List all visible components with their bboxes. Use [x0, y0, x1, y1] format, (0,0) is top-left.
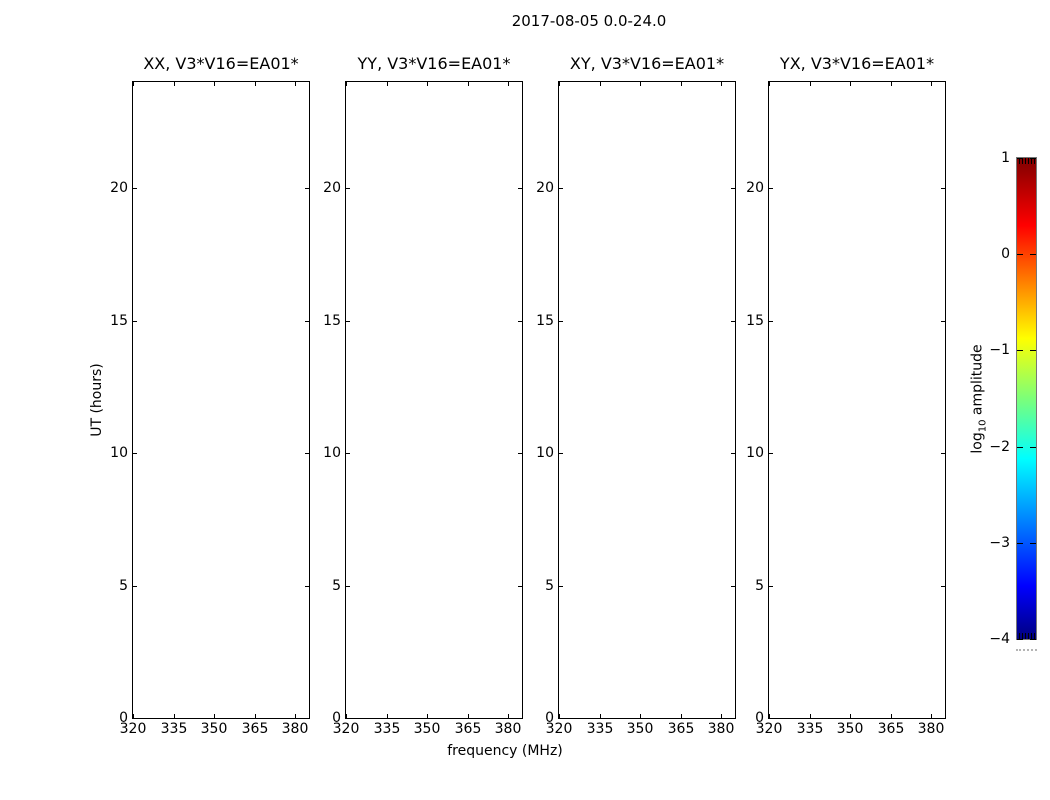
colorbar-hatch-mark: [1022, 158, 1023, 164]
y-tick-label: 10: [323, 445, 341, 461]
y-tick-label: 15: [110, 313, 128, 329]
x-tick-mark: [931, 82, 932, 86]
y-tick-label: 10: [746, 445, 764, 461]
y-tick-mark: [941, 586, 945, 587]
x-tick-mark: [427, 82, 428, 86]
x-tick-mark: [640, 82, 641, 86]
colorbar-tick-mark: [1017, 350, 1023, 351]
y-tick-label: 20: [536, 180, 554, 196]
x-tick-mark: [850, 82, 851, 86]
colorbar-gradient: [1016, 157, 1037, 640]
x-tick-label: 350: [836, 721, 864, 737]
y-tick-mark: [769, 718, 773, 719]
y-tick-label: 5: [332, 578, 341, 594]
x-tick-label: 320: [332, 721, 360, 737]
colorbar-hatch-mark: [1034, 633, 1035, 639]
y-tick-mark: [346, 453, 350, 454]
colorbar-hatch-mark: [1028, 158, 1029, 164]
y-tick-label: 5: [755, 578, 764, 594]
y-tick-mark: [133, 321, 137, 322]
x-tick-label: 380: [917, 721, 945, 737]
colorbar-tick-label: −1: [989, 342, 1010, 358]
x-tick-mark: [681, 82, 682, 86]
colorbar-tick-mark: [1030, 543, 1036, 544]
x-tick-mark: [214, 82, 215, 86]
x-tick-label: 380: [494, 721, 522, 737]
x-tick-mark: [769, 82, 770, 86]
x-tick-mark: [295, 82, 296, 86]
x-tick-label: 365: [241, 721, 269, 737]
subplot-xy: [536, 0, 736, 800]
x-tick-label: 320: [755, 721, 783, 737]
x-tick-label: 320: [119, 721, 147, 737]
y-tick-mark: [941, 321, 945, 322]
subplot-title-xy: XY, V3*V16=EA01*: [569, 54, 725, 73]
colorbar-hatch-mark: [1025, 158, 1026, 164]
x-tick-label: 365: [454, 721, 482, 737]
y-tick-mark: [941, 453, 945, 454]
colorbar-label-subscript: 10: [977, 419, 989, 433]
colorbar-hatch-mark: [1025, 633, 1026, 639]
y-tick-mark: [346, 321, 350, 322]
x-tick-mark: [640, 714, 641, 718]
x-tick-label: 380: [707, 721, 735, 737]
x-tick-mark: [721, 714, 722, 718]
y-tick-label: 20: [323, 180, 341, 196]
y-tick-label: 10: [110, 445, 128, 461]
x-tick-mark: [174, 714, 175, 718]
y-tick-mark: [346, 718, 350, 719]
y-tick-mark: [133, 453, 137, 454]
y-tick-label: 10: [536, 445, 554, 461]
colorbar-tick-mark: [1030, 254, 1036, 255]
y-tick-mark: [133, 188, 137, 189]
y-tick-label: 0: [332, 710, 341, 726]
y-tick-label: 15: [536, 313, 554, 329]
x-tick-label: 365: [877, 721, 905, 737]
colorbar-label-suffix: amplitude: [969, 344, 986, 420]
y-tick-label: 5: [545, 578, 554, 594]
x-tick-mark: [255, 714, 256, 718]
colorbar-tick-mark: [1017, 543, 1023, 544]
y-tick-mark: [769, 586, 773, 587]
x-tick-label: 350: [413, 721, 441, 737]
x-tick-mark: [600, 714, 601, 718]
x-tick-mark: [468, 82, 469, 86]
colorbar-dotted-edge: [1016, 649, 1037, 651]
x-tick-mark: [295, 714, 296, 718]
axes-frame-yx: [746, 81, 946, 737]
colorbar-tick-label: 0: [1001, 246, 1010, 262]
y-tick-mark: [559, 453, 563, 454]
x-tick-mark: [468, 714, 469, 718]
colorbar-hatch-mark: [1028, 633, 1029, 639]
colorbar-tick-label: 1: [1001, 150, 1010, 166]
colorbar-hatch-mark: [1034, 158, 1035, 164]
x-tick-mark: [133, 82, 134, 86]
colorbar-tick-label: −4: [989, 631, 1010, 647]
x-tick-label: 350: [200, 721, 228, 737]
x-tick-mark: [600, 82, 601, 86]
y-tick-mark: [941, 718, 945, 719]
x-tick-label: 380: [281, 721, 309, 737]
figure-title: 2017-08-05 0.0-24.0: [511, 12, 667, 30]
y-tick-label: 0: [545, 710, 554, 726]
x-tick-mark: [850, 714, 851, 718]
x-tick-mark: [681, 714, 682, 718]
colorbar-tick-label: −3: [989, 535, 1010, 551]
colorbar-label: [970, 344, 989, 453]
y-tick-mark: [769, 453, 773, 454]
y-tick-label: 5: [119, 578, 128, 594]
y-tick-mark: [346, 188, 350, 189]
y-tick-mark: [559, 586, 563, 587]
y-tick-mark: [559, 188, 563, 189]
y-tick-label: 20: [746, 180, 764, 196]
axes-frame-yy: [323, 81, 523, 737]
y-tick-label: 15: [746, 313, 764, 329]
x-tick-mark: [214, 714, 215, 718]
y-tick-label: 0: [755, 710, 764, 726]
x-axis-label: frequency (MHz): [447, 743, 563, 759]
x-tick-label: 365: [667, 721, 695, 737]
y-tick-mark: [769, 188, 773, 189]
subplot-yx: [746, 0, 946, 800]
x-tick-label: 335: [796, 721, 824, 737]
axes-frame-xx: [110, 81, 310, 737]
x-tick-mark: [174, 82, 175, 86]
colorbar-hatch-mark: [1019, 158, 1020, 164]
colorbar-label-prefix: log: [969, 432, 986, 454]
subplot-title-yx: YX, V3*V16=EA01*: [779, 54, 935, 73]
x-tick-mark: [427, 714, 428, 718]
y-tick-label: 15: [323, 313, 341, 329]
colorbar-hatch-mark: [1031, 158, 1032, 164]
x-tick-mark: [508, 714, 509, 718]
x-tick-mark: [559, 82, 560, 86]
colorbar-tick-mark: [1017, 639, 1023, 640]
x-tick-mark: [255, 82, 256, 86]
colorbar-tick-label: −2: [989, 439, 1010, 455]
colorbar-tick-mark: [1030, 447, 1036, 448]
colorbar-tick-mark: [1017, 254, 1023, 255]
colorbar: [989, 150, 1037, 647]
x-tick-mark: [810, 82, 811, 86]
x-tick-mark: [931, 714, 932, 718]
axes-frame-xy: [536, 81, 736, 737]
x-tick-label: 335: [586, 721, 614, 737]
y-tick-label: 20: [110, 180, 128, 196]
x-tick-label: 320: [545, 721, 573, 737]
x-tick-mark: [387, 714, 388, 718]
y-tick-mark: [133, 718, 137, 719]
y-tick-mark: [346, 586, 350, 587]
subplot-yy: [323, 0, 523, 800]
colorbar-hatch-mark: [1031, 633, 1032, 639]
x-tick-label: 335: [160, 721, 188, 737]
colorbar-tick-mark: [1030, 639, 1036, 640]
x-tick-mark: [346, 82, 347, 86]
y-tick-mark: [559, 718, 563, 719]
x-tick-mark: [891, 82, 892, 86]
colorbar-tick-mark: [1030, 350, 1036, 351]
x-tick-mark: [508, 82, 509, 86]
y-tick-mark: [941, 188, 945, 189]
x-tick-label: 350: [626, 721, 654, 737]
y-tick-mark: [559, 321, 563, 322]
x-tick-mark: [387, 82, 388, 86]
y-tick-label: 0: [119, 710, 128, 726]
colorbar-tick-mark: [1017, 447, 1023, 448]
colorbar-hatch-mark: [1019, 633, 1020, 639]
x-tick-mark: [810, 714, 811, 718]
x-tick-mark: [891, 714, 892, 718]
y-axis-label: UT (hours): [89, 363, 105, 437]
x-tick-label: 335: [373, 721, 401, 737]
colorbar-hatch-mark: [1022, 633, 1023, 639]
subplot-title-yy: YY, V3*V16=EA01*: [357, 54, 511, 73]
y-tick-mark: [133, 586, 137, 587]
y-tick-mark: [769, 321, 773, 322]
subplot-title-xx: XX, V3*V16=EA01*: [143, 54, 299, 73]
x-tick-mark: [721, 82, 722, 86]
subplot-xx: [110, 0, 310, 800]
